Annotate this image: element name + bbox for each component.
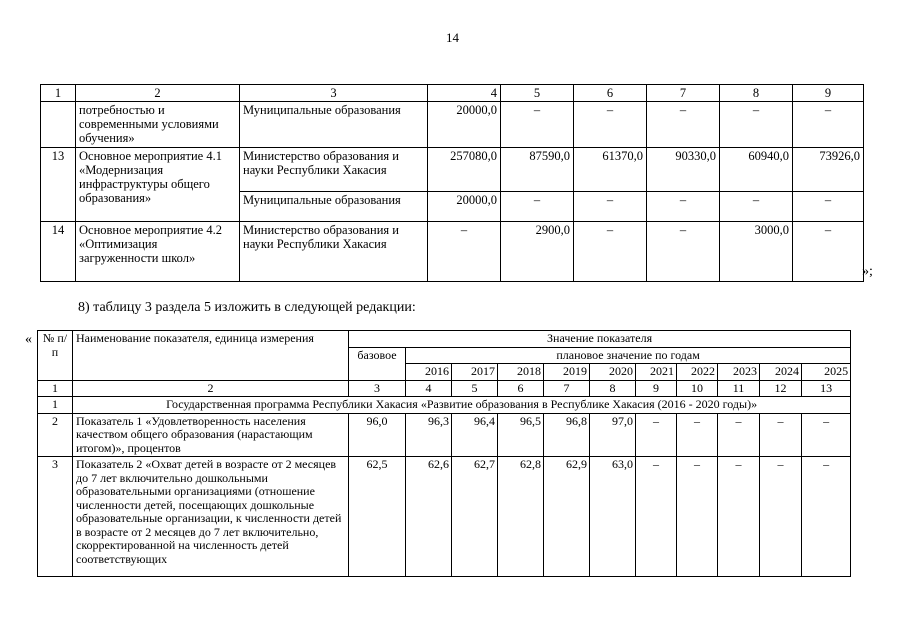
value-cell: – (574, 222, 647, 282)
plan-value: – (760, 413, 802, 457)
executor: Муниципальные образования (240, 102, 428, 148)
header-num: № п/п (38, 331, 73, 381)
year-cell: 2019 (544, 364, 590, 381)
instruction-text: 8) таблицу 3 раздела 5 изложить в следующей редакции: (78, 300, 416, 315)
year-cell: 2021 (636, 364, 677, 381)
row-number: 13 (41, 148, 76, 222)
value-cell: – (793, 222, 864, 282)
plan-value: – (718, 413, 760, 457)
year-cell: 2022 (677, 364, 718, 381)
colnum-cell: 6 (498, 380, 544, 397)
t2-section-row (38, 397, 851, 414)
colnum-cell: 3 (349, 380, 406, 397)
value-cell: 90330,0 (647, 148, 720, 192)
executor: Министерство образования и науки Республики Хакасия (240, 148, 428, 192)
year-cell: 2017 (452, 364, 498, 381)
header-plan: плановое значение по годам (406, 347, 851, 364)
plan-value: 96,8 (544, 413, 590, 457)
colnum-cell: 11 (718, 380, 760, 397)
header-name: Наименование показателя, единица измерения (73, 331, 349, 381)
value-cell: – (501, 102, 574, 148)
t1-col-1: 1 (41, 85, 76, 102)
year-cell: 2024 (760, 364, 802, 381)
table-row (41, 222, 864, 282)
table-continuation (40, 84, 864, 282)
value-cell: 20000,0 (428, 192, 501, 222)
row-number: 3 (38, 457, 73, 577)
colnum-cell: 1 (38, 380, 73, 397)
value-cell: – (647, 102, 720, 148)
t1-col-4: 4 (428, 85, 501, 102)
plan-value: 96,3 (406, 413, 452, 457)
value-cell: – (720, 102, 793, 148)
table-row (41, 102, 864, 148)
value-cell: – (647, 192, 720, 222)
colnum-cell: 9 (636, 380, 677, 397)
table-row (38, 413, 851, 457)
program-title: Государственная программа Республики Хакасия «Развитие образования в Республике Хакасия (2016 - 2020 годы)» (73, 397, 851, 414)
row-number: 14 (41, 222, 76, 282)
t1-col-8: 8 (720, 85, 793, 102)
plan-value: 97,0 (590, 413, 636, 457)
value-cell: 60940,0 (720, 148, 793, 192)
value-cell: 3000,0 (720, 222, 793, 282)
value-cell: 73926,0 (793, 148, 864, 192)
t1-col-3: 3 (240, 85, 428, 102)
value-cell: – (574, 192, 647, 222)
colnum-cell: 2 (73, 380, 349, 397)
year-cell: 2016 (406, 364, 452, 381)
activity-name: Основное мероприятие 4.1 «Модернизация инфраструктуры общего образования» (76, 148, 240, 222)
base-value: 96,0 (349, 413, 406, 457)
colnum-cell: 12 (760, 380, 802, 397)
t1-col-2: 2 (76, 85, 240, 102)
value-cell: – (720, 192, 793, 222)
row-number: 2 (38, 413, 73, 457)
value-cell: 20000,0 (428, 102, 501, 148)
value-cell: – (574, 102, 647, 148)
value-cell: – (793, 192, 864, 222)
t1-col-6: 6 (574, 85, 647, 102)
t1-col-7: 7 (647, 85, 720, 102)
plan-value: – (677, 413, 718, 457)
plan-value: – (718, 457, 760, 577)
plan-value: – (802, 413, 851, 457)
table-row (41, 148, 864, 192)
table-row (38, 457, 851, 577)
value-cell: 257080,0 (428, 148, 501, 192)
colnum-cell: 5 (452, 380, 498, 397)
value-cell: – (647, 222, 720, 282)
plan-value: 96,5 (498, 413, 544, 457)
value-cell: – (428, 222, 501, 282)
t1-col-9: 9 (793, 85, 864, 102)
colnum-cell: 8 (590, 380, 636, 397)
year-cell: 2018 (498, 364, 544, 381)
colnum-cell: 4 (406, 380, 452, 397)
page-number: 14 (446, 30, 459, 45)
plan-value: – (677, 457, 718, 577)
plan-value: – (760, 457, 802, 577)
indicator-name: Показатель 2 «Охват детей в возрасте от 2 месяцев до 7 лет включительно дошкольными образовательными организациями (отношение численности детей, посещающих дошкольные образовательные организации, к численности детей в возрасте от 2 месяцев до 7 лет включительно, скорректированной на численность детей соответствующих (73, 457, 349, 577)
header-value: Значение показателя (349, 331, 851, 348)
colnum-cell: 13 (802, 380, 851, 397)
value-cell: 87590,0 (501, 148, 574, 192)
value-cell: 61370,0 (574, 148, 647, 192)
row-number (41, 102, 76, 148)
header-base: базовое (349, 347, 406, 380)
activity-name: Основное мероприятие 4.2 «Оптимизация загруженности школ» (76, 222, 240, 282)
colnum-cell: 10 (677, 380, 718, 397)
value-cell: – (501, 192, 574, 222)
plan-value: 62,7 (452, 457, 498, 577)
t2-header-row-1 (38, 331, 851, 348)
plan-value: 62,8 (498, 457, 544, 577)
year-cell: 2023 (718, 364, 760, 381)
value-cell: 2900,0 (501, 222, 574, 282)
activity-name: потребностью и современными условиями обучения» (76, 102, 240, 148)
plan-value: – (636, 413, 677, 457)
plan-value: 62,9 (544, 457, 590, 577)
executor: Министерство образования и науки Республики Хакасия (240, 222, 428, 282)
plan-value: – (636, 457, 677, 577)
t1-header-row (41, 85, 864, 102)
row-number: 1 (38, 397, 73, 414)
year-cell: 2020 (590, 364, 636, 381)
plan-value: 96,4 (452, 413, 498, 457)
executor: Муниципальные образования (240, 192, 428, 222)
t2-colnum-row (38, 380, 851, 397)
plan-value: 62,6 (406, 457, 452, 577)
plan-value: 63,0 (590, 457, 636, 577)
indicator-name: Показатель 1 «Удовлетворенность населения качеством общего образования (нарастающим итогом)», процентов (73, 413, 349, 457)
base-value: 62,5 (349, 457, 406, 577)
plan-value: – (802, 457, 851, 577)
value-cell: – (793, 102, 864, 148)
indicator-table (37, 330, 851, 577)
opening-quote: « (25, 332, 32, 347)
colnum-cell: 7 (544, 380, 590, 397)
closing-quote: »; (862, 264, 873, 279)
t1-col-5: 5 (501, 85, 574, 102)
year-cell: 2025 (802, 364, 851, 381)
